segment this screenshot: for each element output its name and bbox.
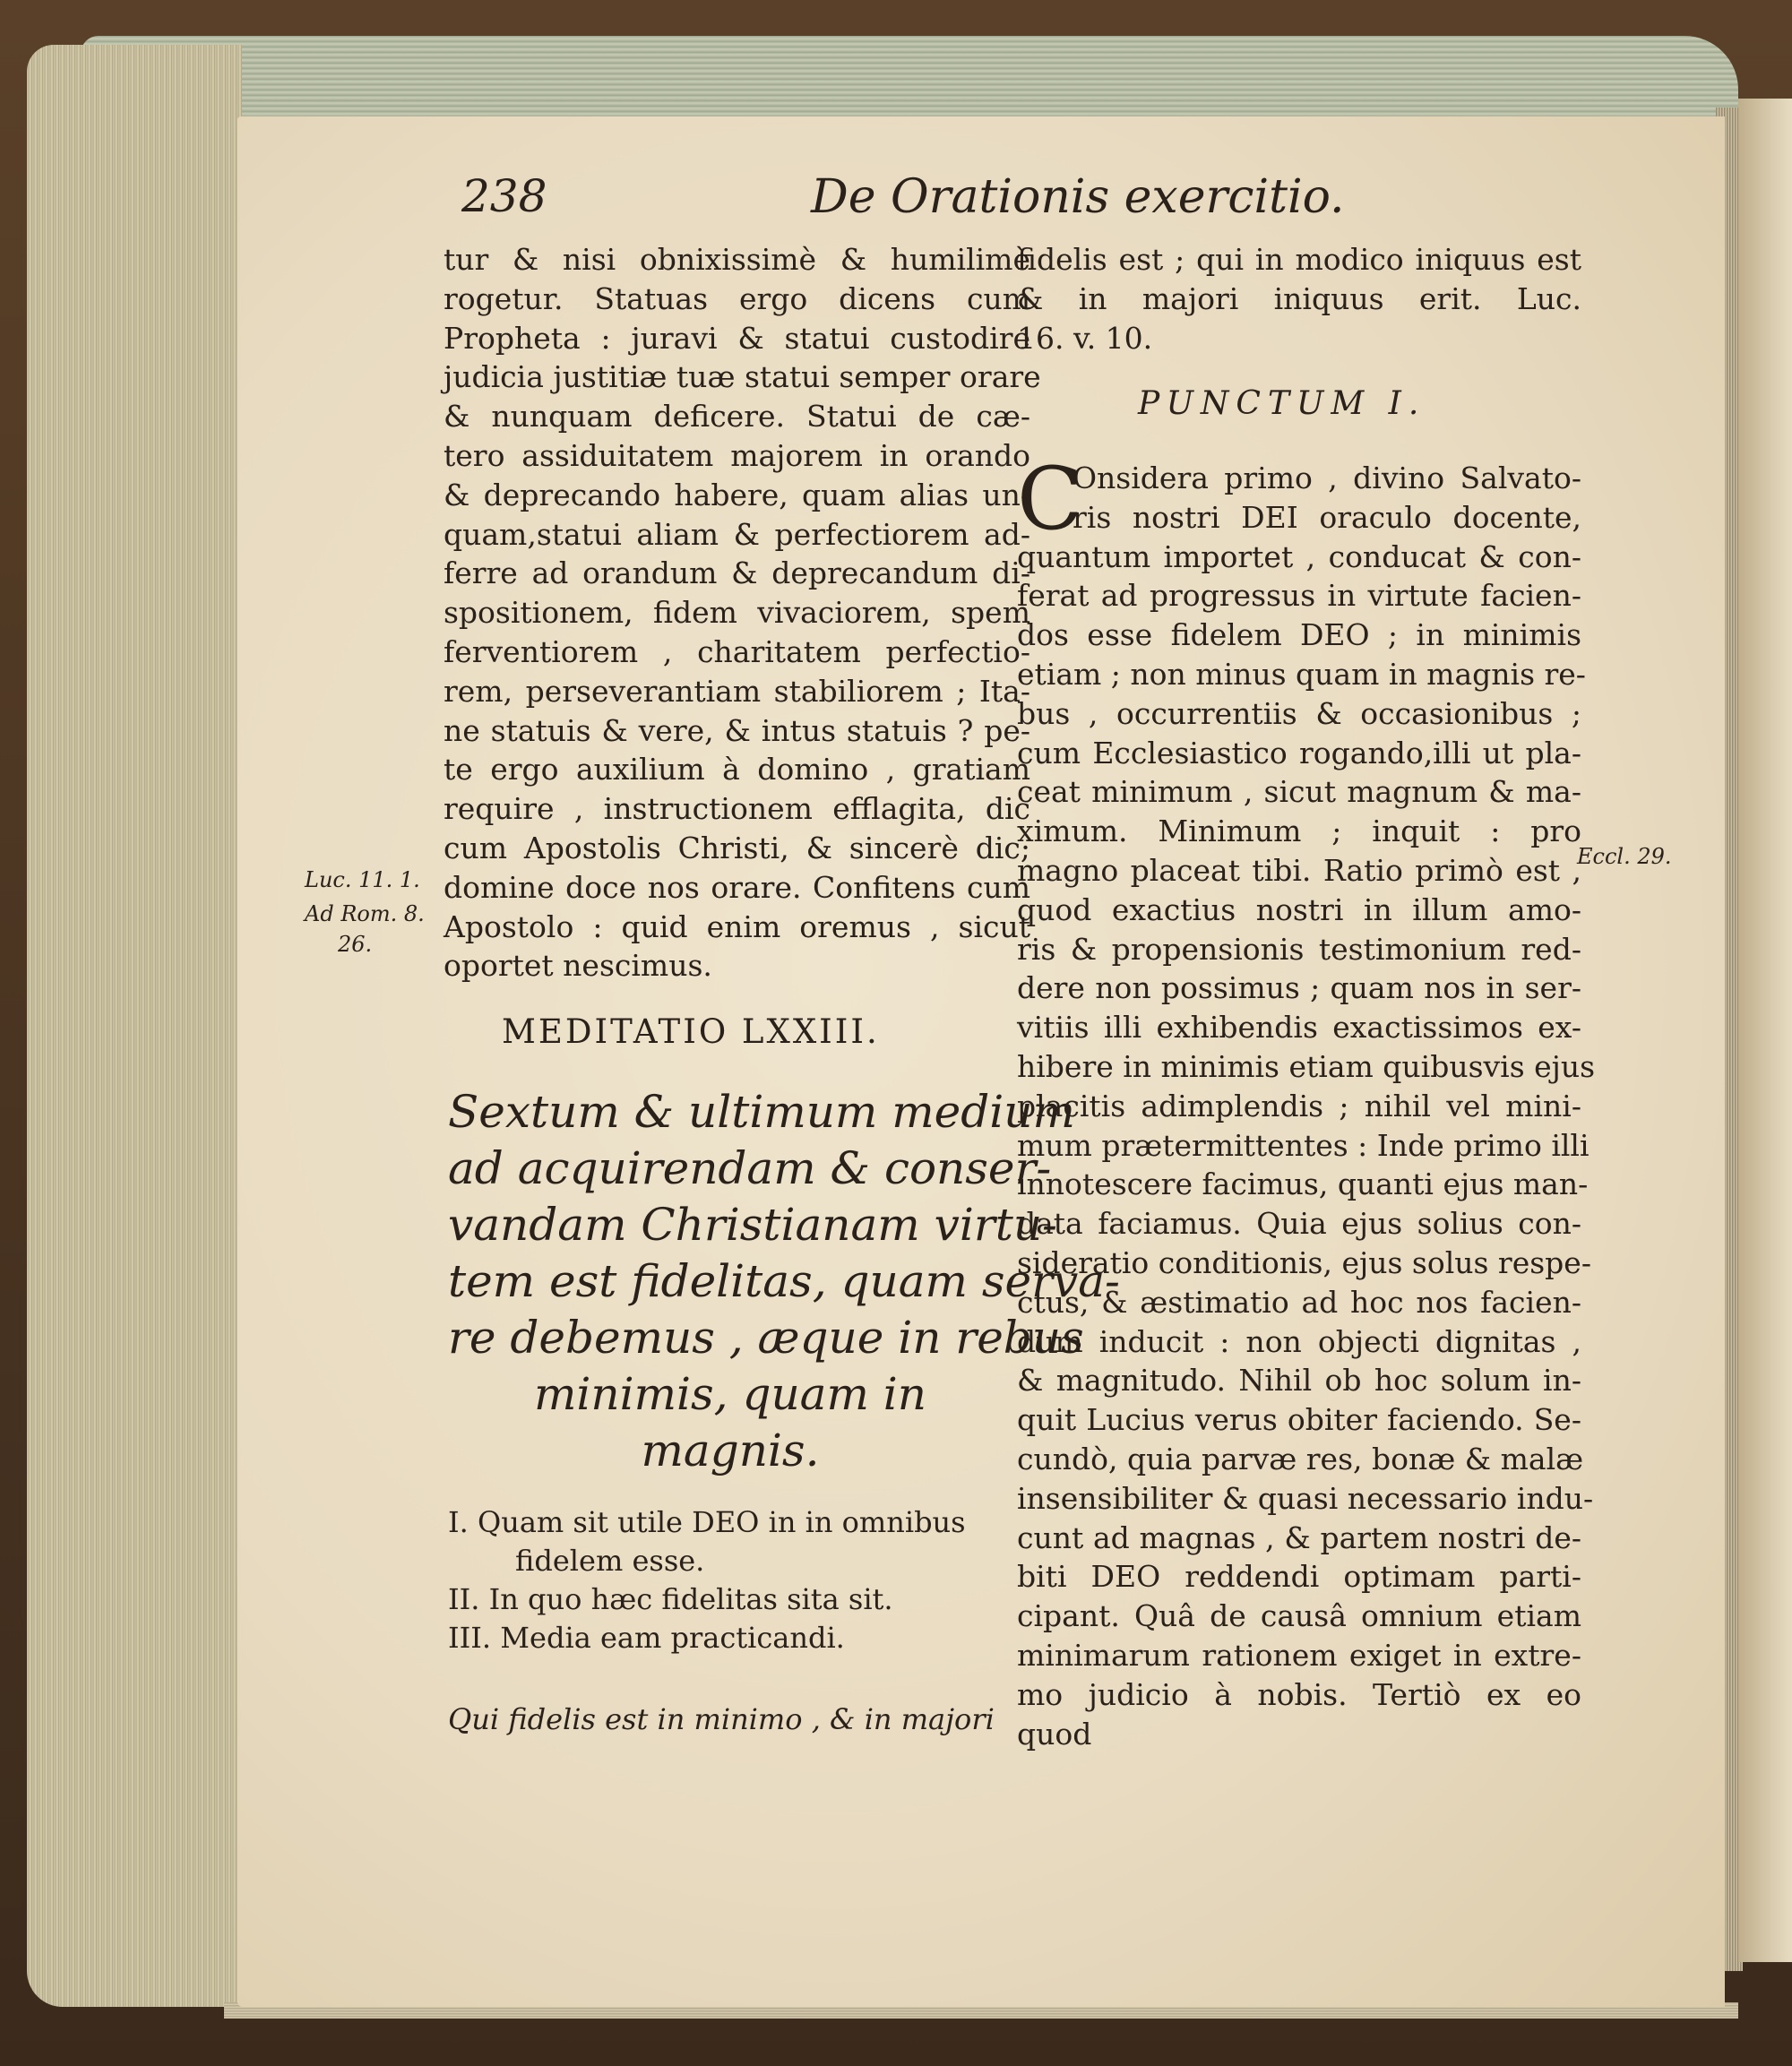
page-header <box>461 170 1447 242</box>
text-line: ceat minimum , sicut magnum & ma- <box>1017 774 1581 810</box>
text-line: ctus, & æstimatio ad hoc nos facien- <box>1017 1284 1581 1320</box>
margin-note-ecclesiasticus: Eccl. 29. <box>1577 844 1672 869</box>
text-line: quod <box>1017 1716 1092 1752</box>
text-line: ris & propensionis testimonium red- <box>1017 931 1581 967</box>
text-line: placitis adimplendis ; nihil vel mini- <box>1017 1088 1581 1123</box>
meditation-title <box>448 1084 1120 1479</box>
right-column-body <box>1017 449 1596 1753</box>
text-line: domine doce nos orare. Confitens cum <box>444 869 1030 905</box>
text-line: judicia justitiæ tuæ statui semper orare <box>444 359 1041 395</box>
drop-cap: C <box>1017 449 1083 549</box>
text-line: tero assiduitatem majorem in orando <box>444 437 1030 473</box>
text-line: quantum importet , conducat & con- <box>1017 538 1581 574</box>
text-line: oportet nescimus. <box>444 948 712 984</box>
text-line: & deprecando habere, quam alias un- <box>444 477 1030 512</box>
text-line: dere non possimus ; quam nos in ser- <box>1017 970 1581 1006</box>
page-number: 238 <box>461 170 547 222</box>
punctum-heading: PUNCTUM I. <box>1138 385 1426 422</box>
point-item: II. In quo hæc fidelitas sita sit. <box>448 1582 893 1616</box>
meditation-heading: MEDITATIO LXXIII. <box>502 1012 880 1051</box>
margin-note-luke: Luc. 11. 1. <box>305 867 420 892</box>
text-line: require , instructionem efflagita, dic <box>444 791 1030 827</box>
text-line: cum Apostolis Christi, & sincerè dic; <box>444 830 1030 865</box>
right-column-top <box>1017 240 1581 357</box>
text-line: etiam ; non minus quam in magnis re- <box>1017 656 1586 692</box>
title-line: tem est fidelitas, quam serva- <box>448 1255 1120 1307</box>
text-line: ferat ad progressus in virtute facien- <box>1017 578 1581 614</box>
text-line: minimarum rationem exiget in extre- <box>1017 1637 1581 1673</box>
text-line: spositionem, fidem vivaciorem, spem <box>444 595 1030 631</box>
running-title: De Orationis exercitio. <box>811 170 1345 224</box>
text-line: dum inducit : non objecti dignitas , <box>1017 1323 1581 1359</box>
text-line: rem, perseverantiam stabiliorem ; Ita- <box>444 673 1030 709</box>
title-line: Sextum & ultimum medium <box>448 1086 1075 1138</box>
text-line: data faciamus. Quia ejus solius con- <box>1017 1206 1581 1242</box>
text-line: & in majori iniquus erit. Luc. <box>1017 280 1581 316</box>
title-line: ad acquirendam & conser- <box>448 1142 1052 1194</box>
meditation-points <box>448 1503 1021 1657</box>
text-line: & magnitudo. Nihil ob hoc solum in- <box>1017 1363 1581 1399</box>
text-line: rogetur. Statuas ergo dicens cum <box>444 280 1030 316</box>
text-line: cunt ad magnas , & partem nostri de- <box>1017 1519 1581 1555</box>
text-line: hibere in minimis etiam quibusvis ejus <box>1017 1048 1596 1084</box>
text-line: quam,statui aliam & perfectiorem ad- <box>444 516 1030 552</box>
text-line: cundò, quia parvæ res, bonæ & malæ <box>1017 1441 1584 1476</box>
text-line: 16. v. 10. <box>1017 320 1153 356</box>
text-line: mo judicio à nobis. Tertiò ex eo <box>1017 1676 1581 1712</box>
text-line: cipant. Quâ de causâ omnium etiam <box>1017 1598 1581 1634</box>
margin-note-romans: Ad Rom. 8. <box>305 901 425 926</box>
text-line: ferventiorem , charitatem perfectio- <box>444 633 1030 669</box>
title-line: vandam Christianam virtu- <box>448 1199 1057 1251</box>
text-line: quit Lucius verus obiter faciendo. Se- <box>1017 1402 1581 1438</box>
text-line: Apostolo : quid enim oremus , sicut <box>444 908 1030 944</box>
title-line: re debemus , æque in rebus <box>448 1312 1084 1364</box>
text-line: bus , occurrentiis & occasionibus ; <box>1017 695 1581 731</box>
facing-page <box>1738 99 1792 1962</box>
point-item: fidelem esse. <box>515 1544 705 1578</box>
text-line: vitiis illi exhibendis exactissimos ex- <box>1017 1010 1581 1046</box>
book-top-edge <box>81 36 1738 121</box>
margin-note-romans-verse: 26. <box>338 932 373 957</box>
title-line: minimis, quam in <box>534 1368 926 1420</box>
text-line: & nunquam deficere. Statui de cæ- <box>444 399 1030 435</box>
text-line: Propheta : juravi & statui custodire <box>444 320 1030 356</box>
text-line: ximum. Minimum ; inquit : pro <box>1017 813 1581 849</box>
text-line: Onsidera primo , divino Salvato- <box>1073 461 1581 495</box>
text-line: ferre ad orandum & deprecandum di- <box>444 555 1030 591</box>
text-line: biti DEO reddendi optimam parti- <box>1017 1559 1581 1595</box>
point-item: III. Media eam practicandi. <box>448 1621 845 1655</box>
title-line: magnis. <box>641 1425 820 1476</box>
book-page-edges <box>27 45 242 2007</box>
point-item: I. Quam sit utile DEO in in omnibus <box>448 1505 966 1539</box>
book-page <box>237 116 1725 2007</box>
left-column <box>444 240 1041 986</box>
text-line: quod exactius nostri in illum amo- <box>1017 891 1581 927</box>
text-line: ris nostri DEI oraculo docente, <box>1073 499 1581 535</box>
text-line: fidelis est ; qui in modico iniquus est <box>1017 242 1581 277</box>
text-line: magno placeat tibi. Ratio primò est , <box>1017 852 1581 888</box>
scripture-quote: Qui fidelis est in minimo , & in majori <box>448 1702 995 1736</box>
text-line: ne statuis & vere, & intus statuis ? pe- <box>444 712 1030 748</box>
text-line: dos esse fidelem DEO ; in minimis <box>1017 617 1581 653</box>
text-line: sideratio conditionis, ejus solus respe- <box>1017 1244 1591 1280</box>
text-line: innotescere facimus, quanti ejus man- <box>1017 1166 1589 1202</box>
text-line: tur & nisi obnixissimè & humilimè <box>444 242 1030 277</box>
text-line: te ergo auxilium à domino , gratiam <box>444 752 1030 788</box>
text-line: insensibiliter & quasi necessario indu- <box>1017 1480 1594 1516</box>
text-line: mum prætermittentes : Inde primo illi <box>1017 1127 1590 1163</box>
text-line: cum Ecclesiastico rogando,illi ut pla- <box>1017 735 1581 770</box>
